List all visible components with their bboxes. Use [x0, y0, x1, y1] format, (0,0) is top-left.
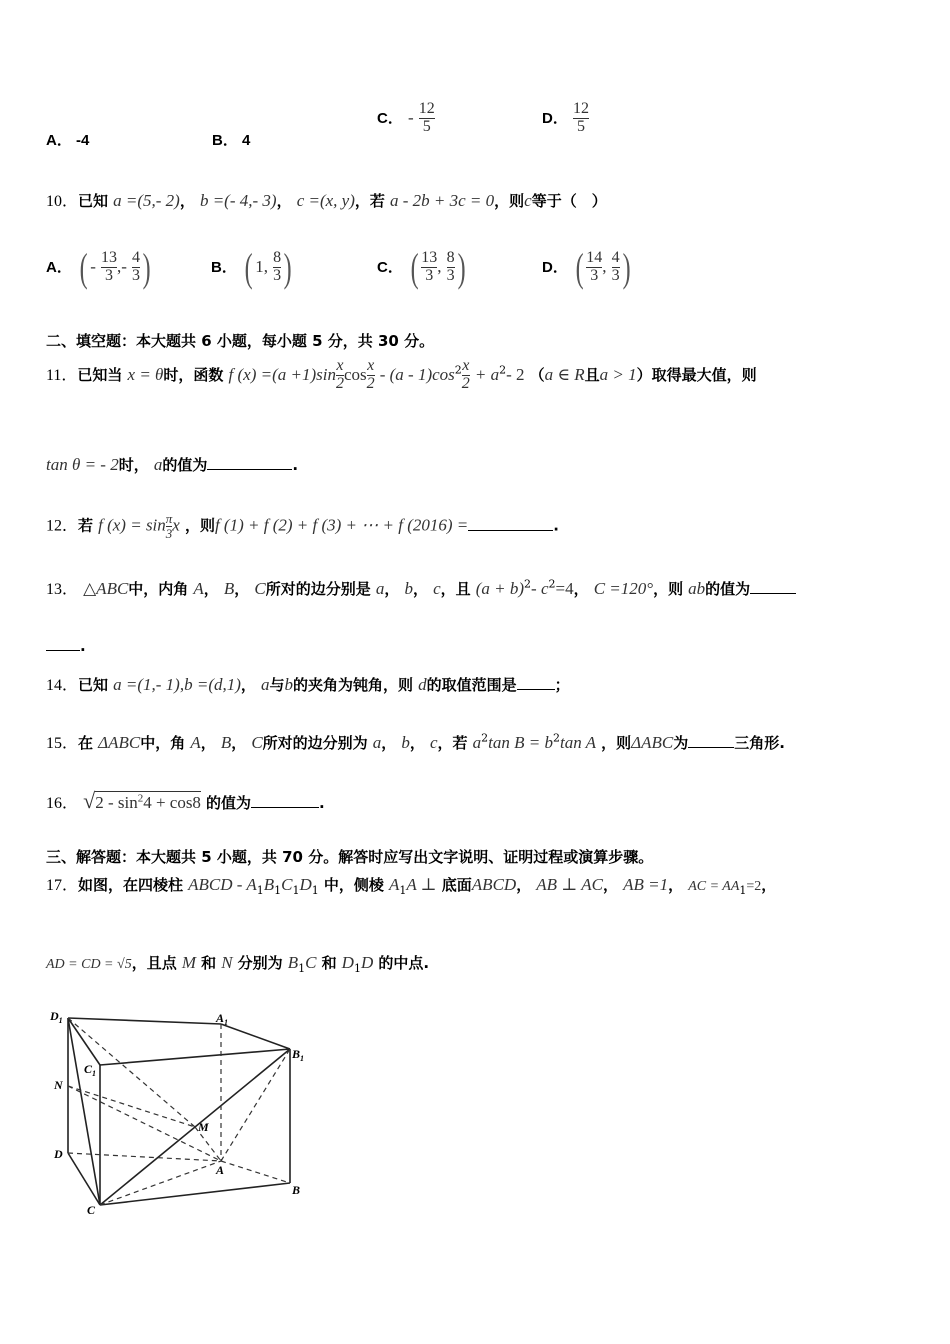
- q10-option-d: D． ( $\frac{14}{3}$ , $\frac{4}{3}$ ): [542, 245, 631, 290]
- question-12: 12．若 f (x) = sin $\frac{\pi}{3}$ x ，则f (1) + f (2) + f (3) + ⋯ + f (2016) = .: [46, 511, 559, 541]
- label-d1: $D_1$: [50, 1009, 63, 1025]
- edge-c1b1: [100, 1049, 290, 1065]
- q9-option-c: C． - $\frac{12}{5}$: [377, 100, 435, 135]
- label-c1: $C_1$: [84, 1062, 97, 1078]
- edge-ab: [221, 1161, 290, 1183]
- label-b1: $B_1$: [292, 1047, 305, 1063]
- edge-da: [68, 1153, 221, 1161]
- label-c: C: [87, 1203, 96, 1217]
- label-b: B: [292, 1183, 301, 1197]
- question-11: 11．已知当 x = θ时，函数 f (x) =(a +1)sin $\frac{x}{2}$ cos $\frac{x}{2}$ - $(a - 1)\cos^2$ $\frac{x}{2}$ + $a^2-$ 2 （a ∈ R且a > 1）取得最大值，则: [46, 357, 757, 392]
- edge-nm: [68, 1086, 195, 1127]
- q10-option-b: B． ( 1, $\frac{8}{3}$ ): [211, 245, 292, 290]
- section-3-heading: 三、解答题：本大题共 5 小题，共 70 分。解答时应写出文字说明、证明过程或演算步骤。: [46, 848, 654, 866]
- edge-d1a1: [68, 1018, 221, 1024]
- question-13: 13． △ABC中，内角 A， B， C所对的边分别是 a， b， c，且 $(a + b)^2-$ $c^2=4$， C =120°，则 ab的值为: [46, 576, 796, 599]
- question-15: 15．在 ΔABC中，角 A， B， C所对的边分别为 a， b， c，若 $a^2\tan$ $B = b^2\tan$ A ，则ΔABC为 三角形.: [46, 731, 785, 752]
- label-m: M: [198, 1120, 209, 1134]
- edge-a1b1: [221, 1024, 290, 1049]
- question-11-line2: tan θ = - 2时， a的值为 .: [46, 455, 299, 474]
- q10-option-a: A． ( - $\frac{13}{3}$ ,- $\frac{4}{3}$ ): [46, 245, 151, 290]
- edge-ab1: [221, 1049, 290, 1161]
- question-13-line2: .: [46, 636, 86, 655]
- section-2-heading: 二、填空题：本大题共 6 小题，每小题 5 分，共 30 分。: [46, 332, 435, 350]
- question-10: 10．已知 a =(5,- 2)， b =(- 4,- 3)， c =(x, y)，若 a - 2b + 3c = 0，则c等于（ ）: [46, 191, 607, 210]
- q10-option-c: C． ( $\frac{13}{3}$ , $\frac{8}{3}$ ): [377, 245, 466, 290]
- question-14: 14．已知 a =(1,- 1),b =(d,1)， a与b的夹角为钝角，则 d的取值范围是 ；: [46, 675, 570, 694]
- question-17-line2: AD = CD = √5，且点 M 和 N 分别为 $B_1C$ 和 $D_1D$ 的中点.: [46, 953, 430, 976]
- question-17: 17．如图，在四棱柱 ABCD - $A_1B_1C_1D_1$ 中，侧棱 $A_1A$ ⊥ 底面ABCD， AB ⊥ AC， AB =1， AC = $AA_1=2$，: [46, 875, 777, 898]
- label-n: N: [54, 1078, 63, 1092]
- label-a1: $A_1$: [216, 1011, 229, 1027]
- edge-d1c: [68, 1018, 100, 1205]
- q9-option-d: D． $\frac{12}{5}$: [542, 100, 589, 135]
- question-16: 16． $√2 - \sin^24 + \cos 8$ 的值为 .: [46, 788, 325, 813]
- label-a: A: [216, 1163, 225, 1177]
- q9-option-a: A． -4: [46, 132, 90, 149]
- q9-option-b: B． 4: [212, 132, 251, 149]
- prism-figure: [40, 1000, 330, 1225]
- label-d: D: [54, 1147, 63, 1161]
